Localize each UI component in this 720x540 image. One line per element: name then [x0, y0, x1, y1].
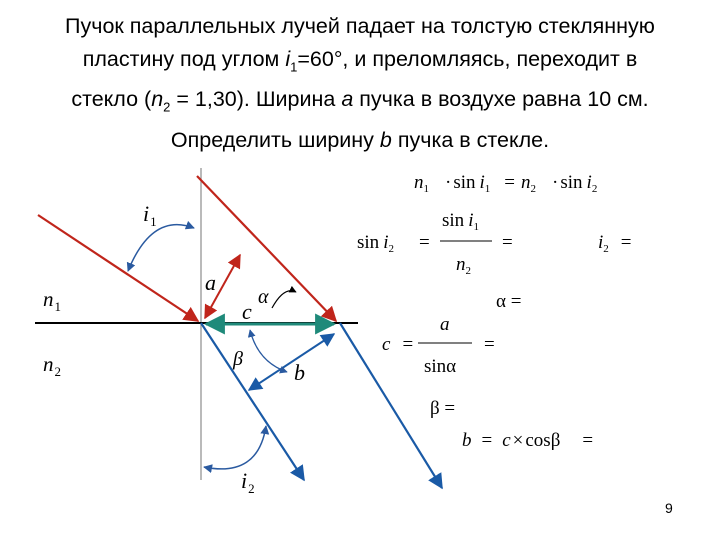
- formula-b: [462, 430, 593, 451]
- problem-line-1: Пучок параллельных лучей падает на толстую стеклянную: [65, 14, 655, 38]
- svg-text:a: a: [440, 314, 450, 335]
- problem-line-4: Определить ширину b пучка в стекле.: [170, 127, 550, 152]
- svg-text:α =: α =: [496, 291, 522, 312]
- formula-beta: [430, 398, 455, 419]
- problem-line-3: стекло $(n_2 = 1,30)$. Ширина a пучка в воздухе равна 10 см.: [71, 87, 649, 115]
- arc-i1: [128, 225, 194, 271]
- label-i2: $i_2$: [241, 468, 255, 496]
- svg-text:c=: c =: [382, 334, 414, 355]
- page-number: 9: [665, 500, 673, 516]
- formula-snell: [414, 172, 597, 195]
- formula-alpha: [496, 291, 521, 312]
- formula-i2: [598, 232, 632, 255]
- arc-beta: [250, 330, 287, 372]
- formula-sin-i2: [357, 210, 513, 277]
- label-c: c: [242, 299, 252, 324]
- arc-alpha: [272, 291, 296, 308]
- label-alpha: α: [258, 286, 269, 308]
- label-a: a: [205, 270, 216, 295]
- arc-i2: [204, 426, 266, 469]
- label-n1: $n_1$: [43, 287, 61, 314]
- label-n2: $n_2$: [43, 352, 61, 379]
- svg-text:sinα: sinα: [424, 356, 457, 377]
- width-b: [249, 334, 334, 390]
- svg-text:=: =: [484, 334, 495, 355]
- problem-line-2: пластину под углом $i_1=60^\circ$, и преломляясь, переходит в: [82, 47, 638, 75]
- svg-text:n2: $n_2$: [456, 254, 471, 277]
- svg-text:b=c×cosβ=: b = c × cosβ =: [462, 430, 594, 451]
- svg-text:=: =: [502, 232, 513, 253]
- formula-c: [382, 314, 495, 377]
- incident-ray-1: [38, 215, 198, 321]
- svg-text:=: =: [419, 232, 430, 253]
- svg-text:n1·sini1=n2·sini2: $n_1 \cdot \sin i_1 = n_2 \cdot \sin i_2$: [414, 172, 598, 195]
- label-i1: $i_1$: [143, 201, 157, 229]
- label-b: b: [294, 360, 305, 385]
- svg-text:β =: β =: [430, 398, 456, 419]
- label-beta: β: [233, 348, 243, 370]
- svg-text:sini2: $\sin i_2$: [357, 232, 394, 255]
- refracted-ray-2: [340, 323, 442, 488]
- svg-text:sini1: $\sin i_1$: [442, 210, 479, 233]
- svg-text:i2=: $i_2$ =: [598, 232, 632, 255]
